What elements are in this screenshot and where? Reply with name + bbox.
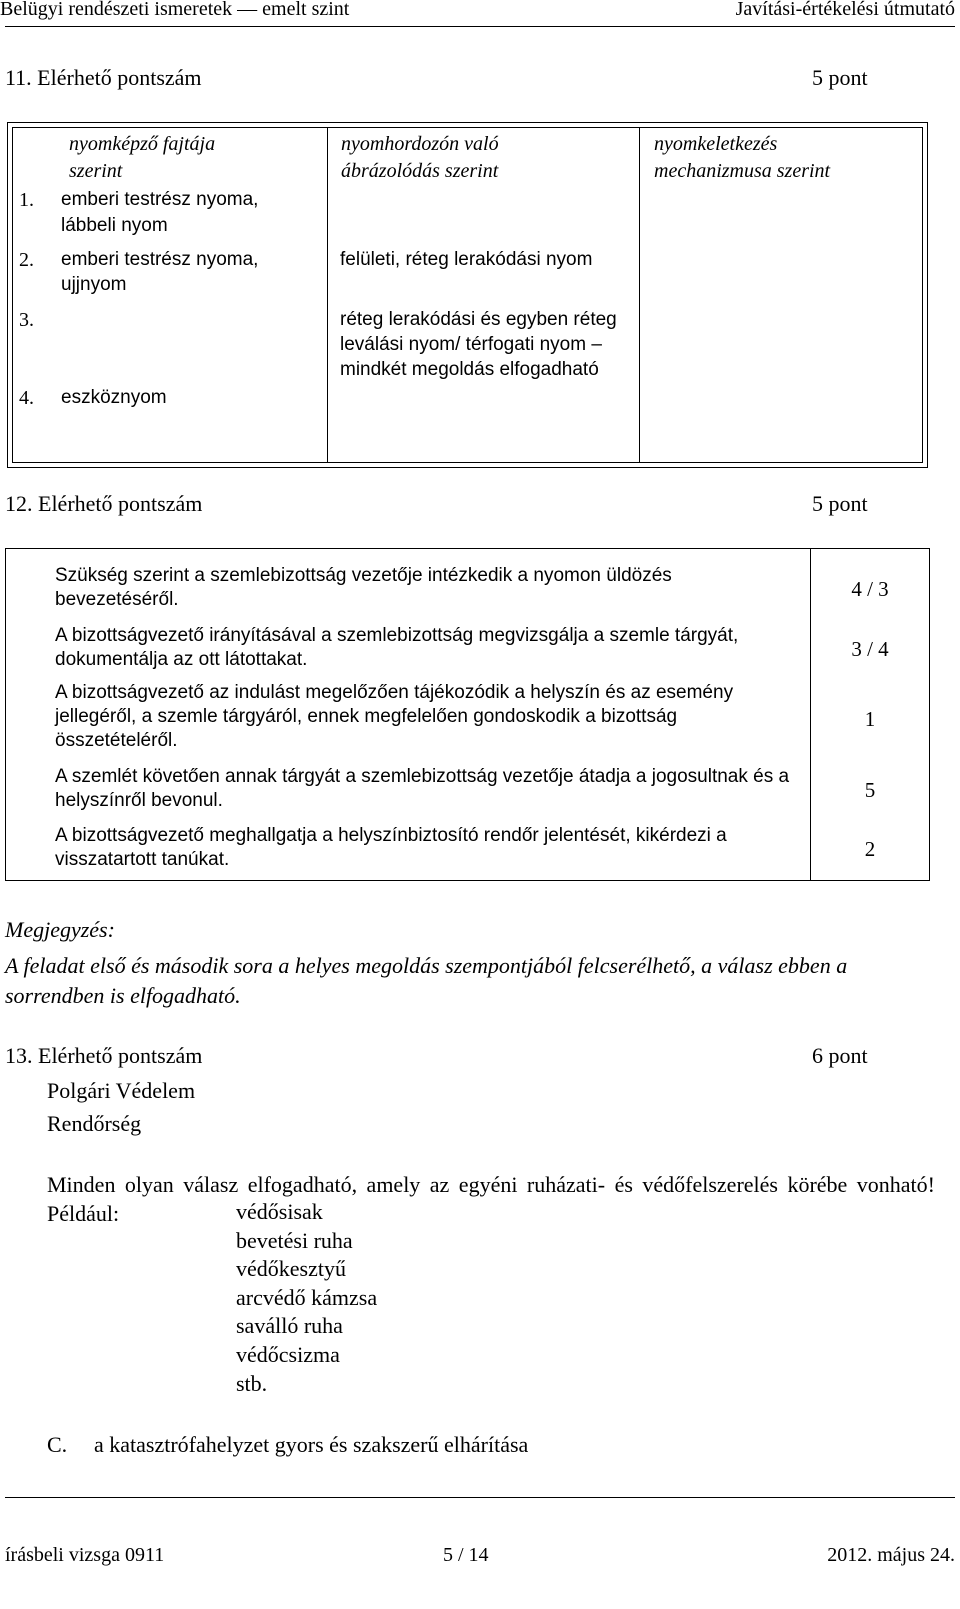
q12-table: [5, 548, 930, 881]
q11-row3-num: 3.: [19, 309, 34, 331]
q12-row2-value: 3 / 4: [851, 637, 889, 661]
q11-row3-col2-line3: mindkét megoldás elfogadható: [340, 359, 599, 380]
q11-header-col1-line2: szerint: [69, 160, 123, 182]
q11-table: [7, 122, 928, 468]
q11-label: 11. Elérhető pontszám: [5, 65, 202, 90]
q12-row1-value: 4 / 3: [851, 577, 889, 601]
q12-row4-value: 5: [864, 778, 876, 802]
q13-answer-1: Polgári Védelem: [47, 1078, 196, 1103]
q13-example-4: arcvédő kámzsa: [236, 1285, 378, 1310]
q13-example-3: védőkesztyű: [236, 1256, 346, 1281]
q12-points: 5 pont: [812, 491, 868, 516]
q12-row3-value: 1: [864, 707, 876, 731]
note-text: A feladat első és második sora a helyes megoldás szempontjából felcserélhető, a válasz ebben a sorrendben is elfogadható.: [5, 953, 848, 1008]
q13-c-text: a katasztrófahelyzet gyors és szakszerű elhárítása: [94, 1432, 529, 1457]
footer-center: 5 / 14: [443, 1544, 489, 1566]
q12-label: 12. Elérhető pontszám: [5, 491, 203, 516]
header-divider: [5, 26, 955, 27]
q11-header-col2-line2: ábrázolódás szerint: [341, 160, 499, 182]
q11-row1-col1-line1: emberi testrész nyoma,: [61, 189, 259, 210]
q11-col-divider-1: [327, 127, 328, 463]
q11-row1-col1-line2: lábbeli nyom: [61, 215, 168, 236]
q13-example-1: védősisak: [236, 1199, 323, 1224]
q13-example-6: védőcsizma: [236, 1342, 340, 1367]
header-left: Belügyi rendészeti ismeretek — emelt szint: [0, 0, 350, 20]
q13-example-5: saválló ruha: [236, 1313, 343, 1338]
q11-header-col2-line1: nyomhordozón való: [341, 133, 499, 155]
note-heading: Megjegyzés:: [5, 917, 115, 942]
q13-answer-2: Rendőrség: [47, 1111, 142, 1136]
q11-header-col1-line1: nyomképző fajtája: [69, 133, 216, 155]
q12-row4-text: A szemlét követően annak tárgyát a szemlebizottság vezetője átadja a jogosultnak és a helyszínről bevonul.: [55, 766, 790, 811]
q12-row2-text: A bizottságvezető irányításával a szemlebizottság megvizsgálja a szemle tárgyát, dokumentálja az ott látottakat.: [55, 625, 739, 670]
footer-left: írásbeli vizsga 0911: [5, 1544, 165, 1566]
q11-points: 5 pont: [812, 65, 868, 90]
q11-row1-num: 1.: [19, 189, 34, 211]
q11-col-divider-2: [639, 127, 640, 463]
q12-row3-text: A bizottságvezető az indulást megelőzően tájékozódik a helyszín és az esemény jellegéről, a szemle tárgyáról, ennek megfelelően gondoskodik a bizottság összetételéről.: [55, 682, 734, 751]
header-right: Javítási-értékelési útmutató: [735, 0, 955, 20]
q11-row3-col2-line2: leválási nyom/ térfogati nyom –: [340, 334, 602, 355]
q11-row3-col2-line1: réteg lerakódási és egyben réteg: [340, 309, 617, 330]
q12-row5-text: A bizottságvezető meghallgatja a helyszínbiztosító rendőr jelentését, kikérdezi a visszatartott tanúkat.: [55, 825, 727, 870]
q11-row2-num: 2.: [19, 249, 34, 271]
q11-row4-num: 4.: [19, 387, 34, 409]
footer-divider: [5, 1497, 955, 1498]
q12-row1-text: Szükség szerint a szemlebizottság vezetője intézkedik a nyomon üldözés bevezetéséről.: [55, 565, 672, 610]
q13-paragraph: Minden olyan válasz elfogadható, amely az egyéni ruházati- és védőfelszerelés körébe vonható! Például:: [47, 1172, 935, 1226]
q13-c-label: C.: [47, 1432, 68, 1457]
footer-right: 2012. május 24.: [827, 1544, 955, 1566]
q13-example-7: stb.: [236, 1371, 268, 1396]
q13-label: 13. Elérhető pontszám: [5, 1043, 203, 1068]
q11-row2-col1-line2: ujjnyom: [61, 274, 127, 295]
q13-points: 6 pont: [812, 1043, 868, 1068]
q11-header-col3-line1: nyomkeletkezés: [654, 133, 778, 155]
q11-header-col3-line2: mechanizmusa szerint: [654, 160, 831, 182]
q11-row2-col2: felületi, réteg lerakódási nyom: [340, 249, 593, 270]
q13-example-2: bevetési ruha: [236, 1228, 353, 1253]
q12-row5-value: 2: [864, 837, 876, 861]
q11-row4-col1: eszköznyom: [61, 387, 167, 408]
q11-row2-col1-line1: emberi testrész nyoma,: [61, 249, 259, 270]
